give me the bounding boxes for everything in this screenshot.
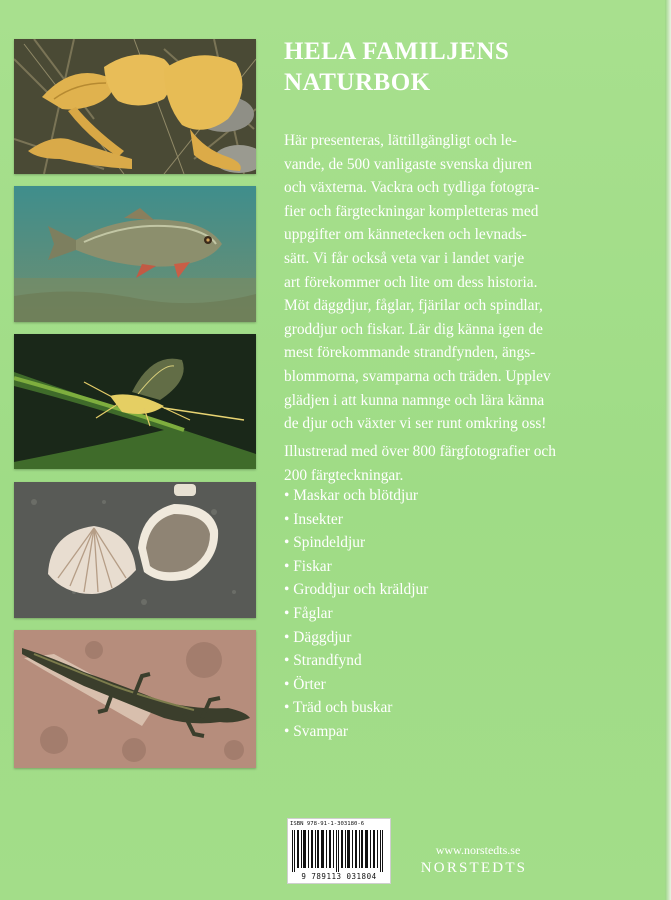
illustration-note	[284, 440, 658, 487]
description-line: blommorna, svamparna och träden. Upplev	[284, 367, 551, 385]
isbn-barcode	[287, 818, 391, 884]
description-line: art förekommer och lite om dess historia.	[284, 273, 538, 291]
photo-lizard-on-rock	[14, 630, 256, 768]
list-item: • Insekter	[284, 508, 428, 532]
list-item: • Strandfynd	[284, 649, 428, 673]
title-line-1: HELA FAMILJENS	[284, 38, 510, 65]
category-list	[284, 484, 428, 744]
list-item: • Groddjur och kräldjur	[284, 578, 428, 602]
title-line-2: NATURBOK	[284, 69, 431, 96]
list-item: • Spindeldjur	[284, 531, 428, 555]
barcode-bars	[292, 830, 386, 872]
list-item: • Svampar	[284, 720, 428, 744]
photo-fish-underwater	[14, 186, 256, 322]
description-line: uppgifter om kännetecken och levnads-	[284, 226, 527, 244]
description-line: de djur och växter vi ser runt omkring oss!	[284, 415, 547, 433]
publisher-name: NORSTEDTS	[420, 860, 528, 876]
list-item: • Fiskar	[284, 555, 428, 579]
list-item: • Fåglar	[284, 602, 428, 626]
list-item: • Däggdjur	[284, 626, 428, 650]
isbn-label: ISBN 978-91-1-303180-6	[290, 821, 365, 827]
description-line: glädjen i att kunna namnge och lära känna	[284, 391, 545, 409]
description-line: sätt. Vi får också veta var i landet varje	[284, 249, 525, 267]
photo-clam-shells	[14, 482, 256, 618]
list-item: • Träd och buskar	[284, 696, 428, 720]
list-item: • Maskar och blötdjur	[284, 484, 428, 508]
illustration-note-line: Illustrerad med över 800 färgfotografier och	[284, 443, 556, 460]
description-line: Här presenteras, lättillgängligt och le-	[284, 132, 517, 149]
description-line: groddjur och fiskar. Lär dig känna igen de	[284, 320, 543, 338]
description-line: vande, de 500 vanligaste svenska djuren	[284, 155, 532, 173]
description-line: och växterna. Vackra och tydliga fotogra-	[284, 179, 540, 197]
description-line: Möt däggdjur, fåglar, fjärilar och spindlar,	[284, 297, 543, 315]
description-line: mest förekommande strandfynden, ängs-	[284, 344, 536, 362]
illustration-note-line: 200 färgteckningar.	[284, 466, 404, 484]
photo-mayfly	[14, 334, 256, 469]
description-paragraph	[284, 129, 658, 436]
description-line: fier och färgteckningar kompletteras med	[284, 202, 539, 220]
list-item: • Örter	[284, 673, 428, 697]
photo-chanterelle-mushrooms	[14, 39, 256, 174]
publisher-url: www.norstedts.se	[435, 843, 521, 857]
cover-edge	[665, 0, 671, 900]
barcode-number: 9 789113 031804	[301, 872, 377, 881]
book-title	[284, 36, 654, 98]
